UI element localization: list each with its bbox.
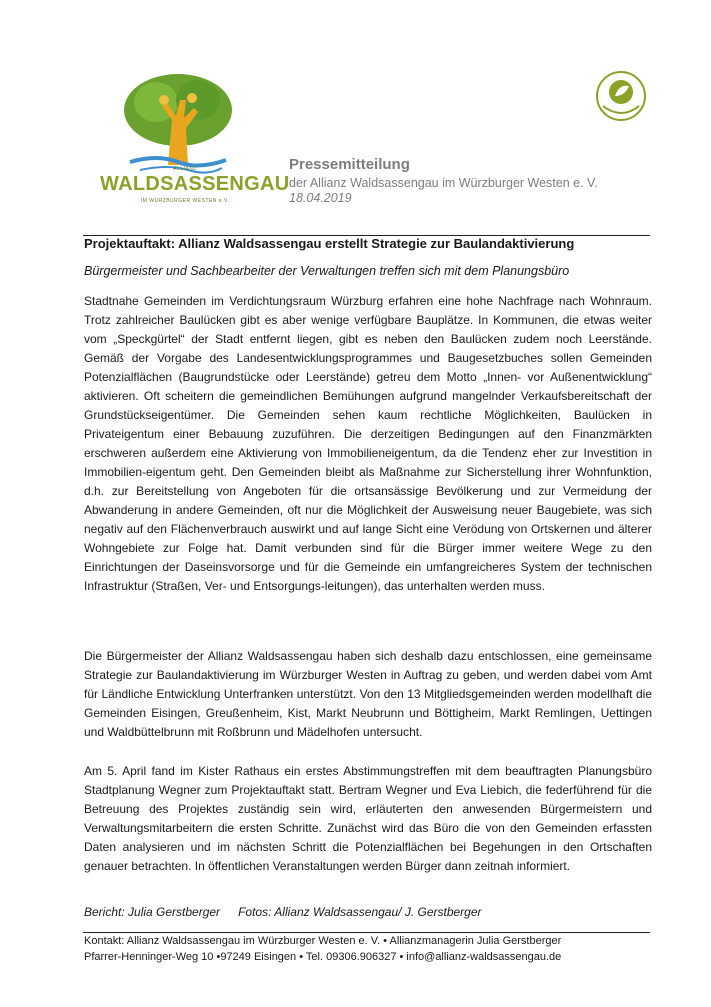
model-region-badge-icon xyxy=(595,70,647,122)
article-credits xyxy=(84,905,482,919)
footer-divider xyxy=(83,932,650,933)
report-credit: Bericht: Julia Gerstberger xyxy=(84,905,221,919)
footer-contact-line: Kontakt: Allianz Waldsassengau im Würzburger Westen e. V. • Allianzmanagerin Julia Gerstberger xyxy=(84,935,562,947)
article-subheadline: Bürgermeister und Sachbearbeiter der Verwaltungen treffen sich mit dem Planungsbüro xyxy=(84,264,570,278)
logo-name: WALDSASSENGAU xyxy=(100,173,290,195)
logo-subtitle: IM WÜRZBURGER WESTEN e.V. xyxy=(140,198,230,204)
tree-logo-icon xyxy=(118,70,238,175)
photo-credit: Fotos: Allianz Waldsassengau/ J. Gerstberger xyxy=(238,905,482,919)
article-paragraph-2: Die Bürgermeister der Allianz Waldsassengau haben sich deshalb dazu entschlossen, eine gemeinsame Strategie zur Baulandaktivierung im Würzburger Westen in Auftrag zu geben, und werden dabei vom Amt für Ländliche Entwicklung Unterfranken unterstützt. Von den 13 Mitgliedsgemeinden werden modellhaft die Gemeinden Eisingen, Greußenheim, Kist, Markt Neubrunn und Böttigheim, Markt Remlingen, Uettingen und Waldbüttelbrunn mit Roßbrunn und Mädelhofen untersucht. xyxy=(84,649,652,739)
allianz-logo xyxy=(100,70,290,210)
article-paragraph-1: Stadtnahe Gemeinden im Verdichtungsraum Würzburg erfahren eine hohe Nachfrage nach Wohnraum. Trotz zahlreicher Baulücken gibt es aber wenige verfügbare Bauplätze. In Kommunen, die etwas weiter vom „Speckgürtel“ der Stadt entfernt liegen, gibt es neben den Baulücken zudem noch Leerstände. Gemäß der Vorgabe des Landesentwicklungsprogrammes und Baugesetzbuches sollen Gemeinden Potenzialflächen (Baugrundstücke oder Leerstände) getreu dem Motto „Innen- vor Außenentwicklung“ aktivieren. Oft scheitern die gemeindlichen Bemühungen aufgrund mangelnder Verkaufsbereitschaft der Grundstückseigentümer. Die Gemeinden sehen kaum rechtliche Möglichkeiten, Baulücken in Privateigentum einer Bebauung zuzuführen. Die derzeitigen Bedingungen auf den Finanzmärkten erschweren außerdem eine Aktivierung von Immobilieneigentum, da die Tendenz eher zur Investition in Immobilien-eigentum geht. Den Gemeinden bleibt als Maßnahme zur Sicherstellung ihrer Wohnfunktion, d.h. zur Bereitstellung von Angeboten für die ortsansässige Bevölkerung und zur Vermeidung der Abwanderung in andere Gemeinden, oft nur die Möglichkeit der Ausweisung neuer Baugebiete, was sich negativ auf den Flächenverbrauch auswirkt und auf lange Sicht eine Verödung von Ortskernen und älterer Wohngebiete zur Folge hat. Damit verbunden sind für die Bürger immer weitere Wege zu den Einrichtungen der Daseinsvorsorge und für die Gemeinde ein umfangreicheres System der technischen Infrastruktur (Straßen, Ver- und Entsorgungs-leitungen), das unterhalten werden muss. xyxy=(84,294,652,593)
article-headline: Projektauftakt: Allianz Waldsassengau erstellt Strategie zur Baulandaktivierung xyxy=(84,236,575,251)
footer-address-line: Pfarrer-Henninger-Weg 10 •97249 Eisingen • Tel. 09306.906327 • info@allianz-waldsassengau.de xyxy=(84,951,562,963)
article-paragraph-3: Am 5. April fand im Kister Rathaus ein erstes Abstimmungstreffen mit dem beauftragten Planungsbüro Stadtplanung Wegner zum Projektauftakt statt. Bertram Wegner und Eva Liebich, die federführend für die Betreuung des Projektes zuständig sein wird, erläuterten den anwesenden Bürgermeistern und Verwaltungsmitarbeitern die ersten Schritte. Zunächst wird das Büro die von den Gemeinden erfassten Daten analysieren und im nächsten Schritt die Potenzialflächen bei Begehungen in den Ortschaften genauer betrachten. In öffentlichen Veranstaltungen werden Bürger dann zeitnah informiert. xyxy=(84,764,652,873)
press-release-title: Pressemitteilung xyxy=(289,156,410,173)
press-release-date: 18.04.2019 xyxy=(289,191,352,205)
press-release-organisation: der Allianz Waldsassengau im Würzburger Westen e. V. xyxy=(289,176,598,190)
logo-allianz-label: ALLIANZ xyxy=(173,166,197,172)
